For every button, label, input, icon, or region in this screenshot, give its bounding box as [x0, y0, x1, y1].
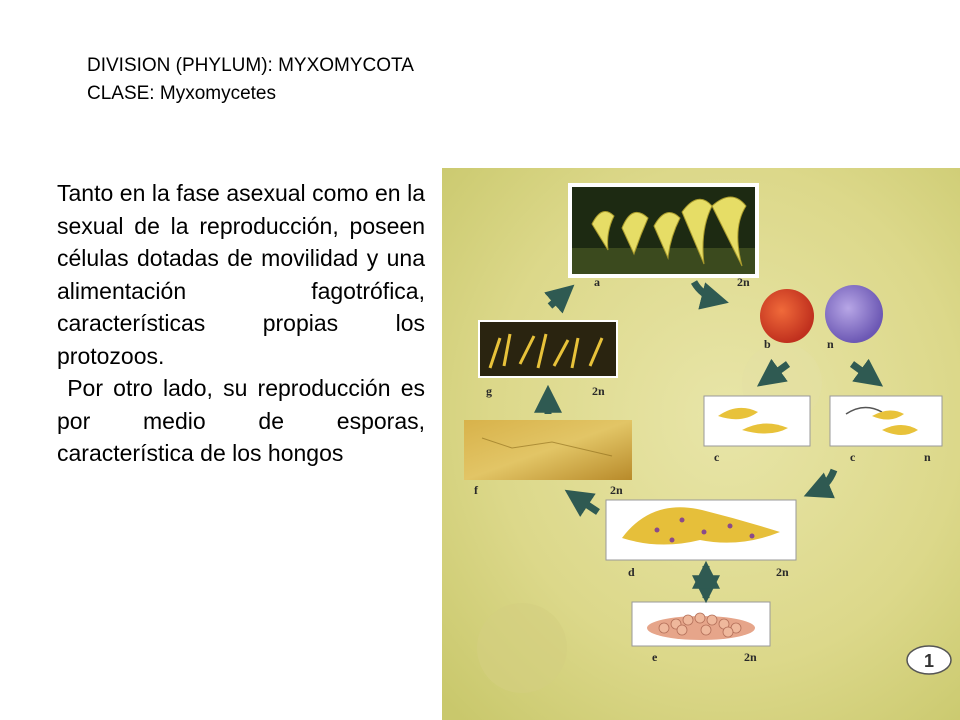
stage-d-letter: d — [628, 565, 635, 579]
stage-a-sporangia — [568, 183, 759, 278]
description-text — [57, 177, 432, 470]
stage-g-letter: g — [486, 384, 492, 398]
class-title: CLASE: Myxomycetes — [87, 83, 276, 104]
stage-b-letter: b — [764, 337, 771, 351]
badge-number: 1 — [923, 651, 935, 671]
stage-c-cells-right — [830, 396, 942, 446]
stage-c-ploidy: n — [924, 450, 931, 464]
stage-c-letter-right: c — [850, 450, 856, 464]
slide-header — [87, 52, 414, 108]
stage-c-letter-left: c — [714, 450, 720, 464]
life-cycle-diagram — [442, 168, 960, 720]
stage-e-letter: e — [652, 650, 658, 664]
paragraph-asexual-sexual: Tanto en la fase asexual como en la sexual de la reproducción, poseen células dotadas de movilidad y una alimentación fagotrófica, características propias los protozoos. — [57, 180, 425, 369]
stage-g-sporangia — [478, 320, 618, 378]
stage-a-ploidy: 2n — [737, 275, 750, 289]
stage-c-cells-left — [704, 396, 810, 446]
stage-e-ploidy: 2n — [744, 650, 757, 664]
stage-d-ploidy: 2n — [776, 565, 789, 579]
paragraph-spores: Por otro lado, su reproducción es por medio de esporas, característica de los hongos — [57, 375, 432, 466]
stage-f-ploidy: 2n — [610, 483, 623, 497]
stage-e-cells — [632, 602, 770, 646]
stage-d-plasmodium — [606, 500, 796, 560]
life-cycle-figure — [442, 168, 960, 720]
stage-a-letter: a — [594, 275, 600, 289]
stage-f-letter: f — [474, 483, 478, 497]
stage-b-ploidy: n — [827, 337, 834, 351]
stage-f-texture — [464, 420, 632, 480]
division-title: DIVISION (PHYLUM): MYXOMYCOTA — [87, 55, 414, 76]
stage-g-ploidy: 2n — [592, 384, 605, 398]
figure-number-badge — [907, 646, 951, 674]
